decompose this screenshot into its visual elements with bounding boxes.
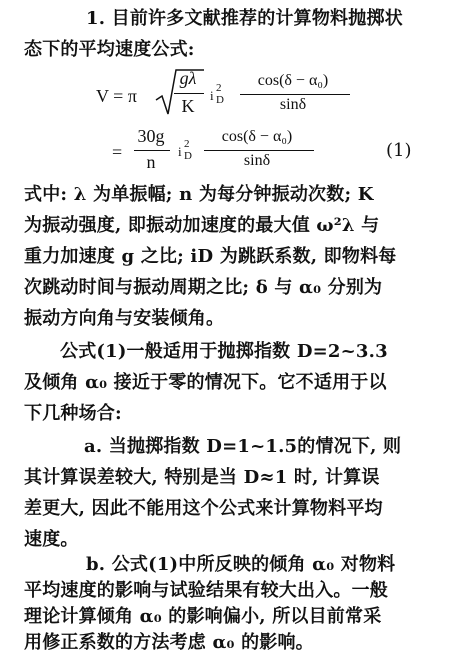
paragraph-5-line-3: 理论计算倾角 α₀ 的影响偏小, 所以目前常采 <box>24 606 382 627</box>
paragraph-1-line-1: 1. 目前许多文献推荐的计算物料抛掷状 <box>86 8 403 29</box>
eq2-denominator: n <box>146 152 156 172</box>
eq1-iD: i 2 D <box>210 82 224 106</box>
eq2-iD: i 2 D <box>178 138 192 162</box>
paragraph-5-line-4: 用修正系数的方法考虑 α₀ 的影响。 <box>24 632 314 653</box>
eq1-lhs: V = π <box>96 86 137 106</box>
eq2-trig-numerator: cos(δ − α₀) <box>221 128 293 145</box>
eq2-equals: = <box>112 142 123 162</box>
paragraph-2-line-2: 为振动强度, 即振动加速度的最大值 ω²λ 与 <box>24 215 380 236</box>
paragraph-3-line-1: 公式(1)一般适用于抛掷指数 D=2~3.3 <box>60 341 388 362</box>
paragraph-5-line-2: 平均速度的影响与试验结果有较大出入。一般 <box>24 580 388 601</box>
equation-number: (1) <box>386 140 412 161</box>
paragraph-4-line-3: 差更大, 因此不能用这个公式来计算物料平均 <box>24 498 383 519</box>
eq1-sqrt-denominator: K <box>181 96 195 116</box>
paragraph-4-line-2: 其计算误差较大, 特别是当 D≈1 时, 计算误 <box>24 467 380 488</box>
paragraph-1-line-2: 态下的平均速度公式: <box>24 39 195 60</box>
eq1-sqrt-numerator: gλ <box>179 68 197 88</box>
eq2-numerator: 30g <box>137 126 165 146</box>
eq1-sqrt-fraction-bar <box>174 93 204 94</box>
paragraph-2-line-1: 式中: λ 为单振幅; n 为每分钟振动次数; K <box>24 184 374 205</box>
eq2-trig-denominator: sinδ <box>243 152 271 169</box>
paragraph-4-line-4: 速度。 <box>24 529 79 550</box>
paragraph-3-line-2: 及倾角 α₀ 接近于零的情况下。它不适用于以 <box>24 372 387 393</box>
paragraph-2-line-5: 振动方向角与安装倾角。 <box>24 308 225 329</box>
paragraph-5-line-1: b. 公式(1)中所反映的倾角 α₀ 对物料 <box>86 554 396 575</box>
eq1-trig-numerator: cos(δ − α₀) <box>257 72 329 89</box>
paragraph-3-line-3: 下几种场合: <box>24 403 122 424</box>
paragraph-4-line-1: a. 当抛掷指数 D=1~1.5的情况下, 则 <box>84 436 402 457</box>
eq1-trig-denominator: sinδ <box>279 96 307 113</box>
paragraph-2-line-3: 重力加速度 g 之比; iD 为跳跃系数, 即物料每 <box>24 246 397 267</box>
paragraph-2-line-4: 次跳动时间与振动周期之比; δ 与 α₀ 分别为 <box>24 277 383 298</box>
